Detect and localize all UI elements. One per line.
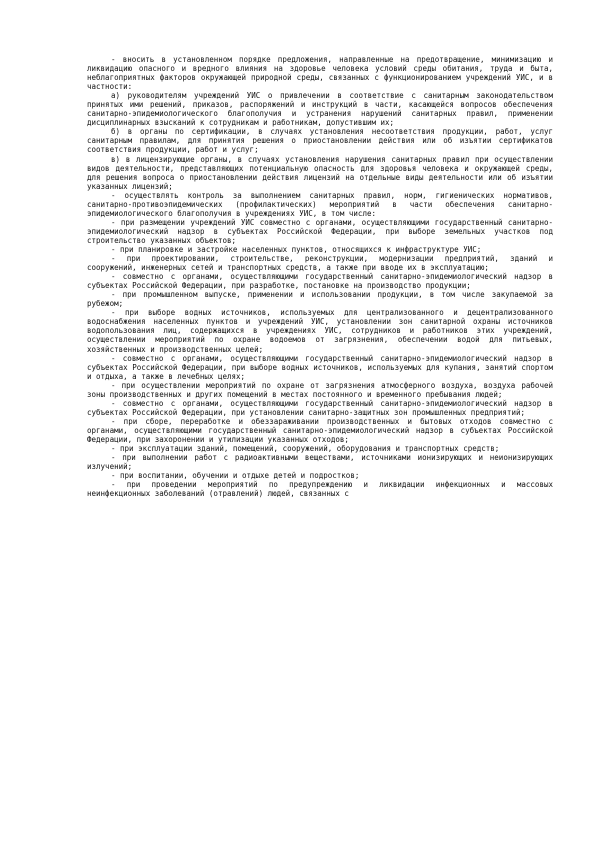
paragraph-18: - при воспитании, обучении и отдыхе детей и подростков; <box>111 471 360 481</box>
paragraph-1: - вносить в установленном порядке предложения, направленные на предотвращение, минимизацию и ликвидацию опасного и вредного влияния на здоровье человека условий среды обитания, труда и быта, неблагоприятных факторов окружающей природной среды, связанных с функционированием учреждений УИС, и в частности: <box>87 55 553 92</box>
paragraph-17: - при выполнении работ с радиоактивными веществами, источниками ионизирующих и неионизирующих излучений; <box>87 453 553 472</box>
paragraph-19: - при проведении мероприятий по предупреждению и ликвидации инфекционных и массовых неинфекционных заболеваний (отравлений) людей, связанных с <box>87 480 553 499</box>
paragraph-7: - при планировке и застройке населенных пунктов, относящихся к инфраструктуре УИС; <box>111 244 482 254</box>
paragraph-11: - при выборе водных источников, используемых для централизованного и децентрализованного водоснабжения населенных пунктов и учреждений УИС, установлении зон санитарной охраны источников водопользования лиц, содержащихся в учреждениях УИС, сотрудников и работников этих учреждений, осуществлении мероприятий по охране водоемов от загрязнения, обеспечении водой для питьевых, хозяйственных и производственных целей; <box>87 308 553 354</box>
paragraph-10: - при промышленном выпуске, применении и использовании продукции, в том числе закупаемой за рубежом; <box>87 290 553 309</box>
paragraph-6: - при размещении учреждений УИС совместно с органами, осуществляющими государственный санитарно-эпидемиологический надзор в субъектах Российской Федерации, при выборе земельных участков под строительство указанных объектов; <box>87 217 553 245</box>
paragraph-3: б) в органы по сертификации, в случаях установления несоответствия продукции, работ, услуг санитарным правилам, для принятия решения о приостановлении действия или об изъятии сертификатов соответствия продукции, работ и услуг; <box>87 127 553 155</box>
paragraph-14: - совместно с органами, осуществляющими государственный санитарно-эпидемиологический надзор в субъектах Российской Федерации, при установлении санитарно-защитных зон промышленных предприятий; <box>87 398 553 417</box>
paragraph-4: в) в лицензирующие органы, в случаях установления нарушения санитарных правил при осуществлении видов деятельности, представляющих потенциальную опасность для здоровья человека и окружающей среды, для решения вопроса о приостановлении действия лицензий на отдельные виды деятельности или об изъятии указанных лицензий; <box>87 154 553 191</box>
paragraph-8: - при проектировании, строительстве, реконструкции, модернизации предприятий, зданий и сооружений, инженерных сетей и транспортных средств, а также при вводе их в эксплуатацию; <box>87 254 553 273</box>
paragraph-16: - при эксплуатации зданий, помещений, сооружений, оборудования и транспортных средств; <box>111 444 500 454</box>
paragraph-9: - совместно с органами, осуществляющими государственный санитарно-эпидемиологический надзор в субъектах Российской Федерации, при разработке, постановке на производство продукции; <box>87 272 553 291</box>
document-page <box>87 55 553 498</box>
paragraph-12: - совместно с органами, осуществляющими государственный санитарно-эпидемиологический надзор в субъектах Российской Федерации, при выборе водных источников, используемых для купания, занятий спортом и отдыха, а также в лечебных целях; <box>87 353 553 381</box>
paragraph-2: а) руководителям учреждений УИС о привлечении в соответствие с санитарным законодательством принятых ими решений, приказов, распоряжений и инструкций в части, касающейся вопросов обеспечения санитарно-эпидемиологического благополучия и устранения нарушений санитарных правил, применении дисциплинарных взысканий к сотрудникам и работникам, допустившим их; <box>87 91 553 128</box>
paragraph-15: - при сборе, переработке и обеззараживании производственных и бытовых отходов совместно с органами, осуществляющими государственный санитарно-эпидемиологический надзор в субъектах Российской Федерации, при захоронении и утилизации указанных отходов; <box>87 416 553 444</box>
paragraph-5: - осуществлять контроль за выполнением санитарных правил, норм, гигиенических нормативов, санитарно-противоэпидемических (профилактических) мероприятий в части обеспечения санитарно-эпидемиологического благополучия в учреждениях УИС, в том числе: <box>87 190 553 218</box>
paragraph-13: - при осуществлении мероприятий по охране от загрязнения атмосферного воздуха, воздуха рабочей зоны производственных и других помещений в местах постоянного и временного пребывания людей; <box>87 380 553 399</box>
